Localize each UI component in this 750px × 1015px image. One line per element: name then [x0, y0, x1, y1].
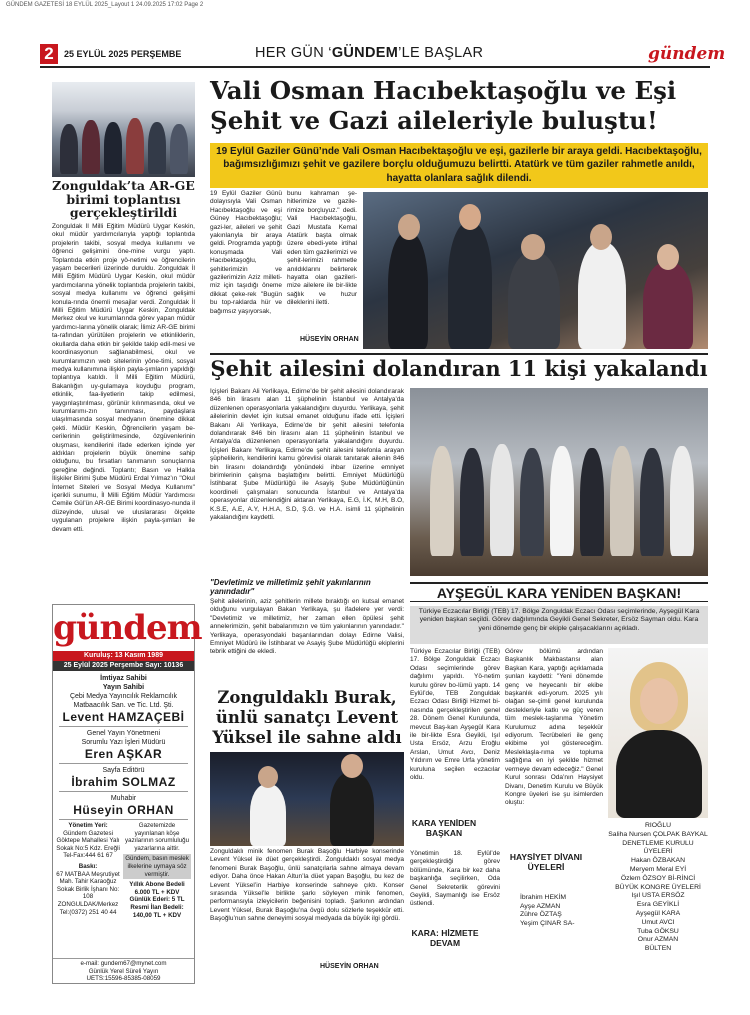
header-slogan: HER GÜN ‘GÜNDEM’LE BAŞLAR — [255, 45, 484, 61]
owner-label2: Yayın Sahibi — [102, 684, 145, 691]
owner-label: İmtiyaz Sahibi — [100, 675, 147, 682]
note-ethics: Gündem, basın meslek ilkelerine uymaya söz vermiştir. — [123, 854, 191, 879]
header-logo: gündem — [648, 44, 726, 64]
story4-col1b: Yönetimin 18. Eylül’de gerçekleştirdiği görev bölümünde, Kara bir kez daha başkanlığa seçilirken, Oda Genel Sekreterlik görevini Geyikli, Saymanlığı ise Ersöz üstlendi. — [410, 850, 500, 908]
owner-name: Levent HAMZAÇEBİ — [62, 710, 185, 724]
left-story-body: Zonguldak İl Milli Eğitim Müdürü Uygar Keskin, okul müdür yardımcılarıyla yaptığı toplantıda projelerin takibi, sosyal medya kullanımı ve öğrenci gelişimini öne-mine vurgu yaptı. Toplantıda etkin proje yö-netimi ve öğrencilerin yaşam becerileri üzerinde duruldu. Zonguldak İl Milli Eğitim Müdürü Uygar Keskin, okul müdür yardımcılarına yönelik toplantıda projelerin takibi, sosyal medya kullanımı ve öğrenci gelişimi konula-rında önemli mesajlar verdi. Zonguldak İl Milli Eğitim Müdürü Uygar Keskin, Zonguldak Merkez okul ve kurumlarında görev yapan müdür yardımcı-larına yönelik olarak; İlimiz AR-GE birimi ta-rafından yürütülen projelerin ve etkinliklerin, okullarda daha etkin bir şekilde takip edil-mesi ve koordinasyonun sağlanabilmesi, okul ve kurumlarımızın web sitelerinin yöne-timi, sosyal medya kullanımına ilişkin payla-şımların yapıldığı toplantıya katıldı. İl Milli Eğitim Müdürü, Bakanlığın uy-gulamaya koyduğu program, etkinlik, faa-liyetlerin takip edilmesi, yaygınlaştırılması, görünür kılınmasında, okul ve kurumlarımı-zın tanınması, paydaşlara ulaşılmasında sosyal medyanın önemine dikkat çekti. Müdür Keskin, Öğrencilerin yaşam be-cerilerinin geliştirilmesinde, özgüvenlerinin oluşması, kendilerini ifade ederken içinde yer aldıkları projelerin büyük önemine sahip olduğunu, bu fırsatları tanımanın sonuçlarına gereğine değindi. Toplantı; Basın ve Halkla İlişkiler Birimi Şube Müdürü Erdal Yılmaz’ın "Okul İnternet Siteleri ve Sosyal Medya Kullanımı" içerikli sunumu, İl Milli Eğitim Müdür Yardımcısı Cemile Gül’ün AR-GE Birimi koordinasyo-nunda il düzeyinde, ulusal ve uluslararası ölçekte uygulanan projelere ilişkin payla-şımları ile devam etti. — [52, 223, 195, 533]
masthead — [52, 604, 202, 984]
reporter-label: Muhabir — [110, 795, 137, 802]
gm-label2: Sorumlu Yazı İşleri Müdürü — [81, 739, 166, 746]
story3-byline: HÜSEYİN ORHAN — [320, 963, 379, 970]
company: Çebi Medya Yayıncılık Reklamcılık Matbaacılık San. ve Tic. Ltd. Şti. — [69, 693, 178, 709]
story4-sub3: HAYSİYET DİVANI ÜYELERİ — [509, 852, 583, 872]
header-rule — [40, 66, 710, 68]
veterans-photo — [363, 192, 708, 349]
masthead-email: e-mail: gundem67@mynet.com — [80, 960, 167, 968]
kara-portrait — [608, 648, 708, 818]
main-title: Vali Osman Hacıbektaşoğlu ve Eşi Şehit ve Gazi aileleriyle buluştu! — [210, 76, 677, 135]
reporter-name: Hüseyin ORHAN — [73, 803, 174, 817]
argemeeting-photo — [52, 82, 195, 177]
masthead-logo: gündem — [53, 608, 202, 648]
print-label: Baskı: — [78, 862, 98, 870]
header-date: 25 EYLÜL 2025 PERŞEMBE — [64, 49, 182, 59]
gm-label: Genel Yayın Yönetmeni — [86, 730, 161, 737]
price-daily: Günlük Ederi: 5 TL — [129, 896, 185, 904]
story4-col2: Görev bölümü ardından Başkanlık Makbastarısı alan Başkan Kara, yaptığı açıklamada şunları kaydetti: "Yeni dönemde genç ve heyecanlı bir ekibe başkanlık edi-yorum. 2025 yılı olağan se-çimli genel kurulunda destekleriyle katkı ve güç veren tüm meslek-taşlarıma Yönetim Kurulumuz adına teşekkür ediyorum. Tecrübeleri ile genç ekibime yol göstereceğim. Mesleklaşla-rıma ve topluma sağlığına en iyi şekilde hizmet vermeye devam edeceğiz." Genel Kurul sonrası Oda’nın Haysiyet Divanı, Denetim Kurulu ve Büyük Kongre üyeleri ise şu isimlerden oluştu: — [505, 648, 603, 807]
masthead-issue: 25 Eylül 2025 Perşembe Sayı: 10136 — [53, 661, 194, 671]
price-ad: Resmi İlan Bedeli: 140,00 TL + KDV — [130, 903, 184, 919]
story2-body2: Şehit ailelerinin, aziz şehitlerin millete bıraktığı en kutsal emanet olduğunu vurgulayan Bakan Yerlikaya, şu ifadelere yer verdi: "Devletimiz ve milletimiz, her zaman ellen öpülesi şehit annelerimizin, şehit babalarımızın ve tüm yakınlarının yanındadır." Yerlikaya, operasyondaki başarılarından dolayı Edirne Valisi, Emniyet Müdürü ile İstihbarat ve Asayiş Şube Müdürlüğü ekiplerini tebrik ettiğini de ekledi. — [210, 598, 404, 656]
story4-col3: RIOĞLU Saliha Nursen ÇOLPAK BAYKAL DENETLEME KURULU ÜYELERİ Hakan ÖZBAKAN Meryem Meral EYİ Özlem ÖZSOY Bİ-RİNCİ BÜYÜK KONGRE ÜYELERİ Işıl USTA ERSÖZ Esra GEYİKLİ Ayşegül KARA Umut AVCI Tuba GÖKSU Onur AZMAN BÜLTEN — [608, 822, 708, 953]
left-story-title: Zonguldak’ta AR-GE birimi toplantısı gerçekleştirildi — [52, 178, 195, 220]
note-columns: Gazetemizde yayınlanan köşe yazılarının sorumluluğu yazarlarına aittir. — [125, 822, 190, 852]
main-lead: 19 Eylül Gaziler Günü’nde Vali Osman Hacıbektaşoğlu ve eşi, gazilerle bir araya geldi. Hacıbektaşoğlu, bağımsızlığımızı şehit ve gazilere borçlu olduğumuzu belirtti. Atatürk ve tüm gaziler rahmetle anıldı, hayatta olanlara sağlık dilendi. — [210, 143, 708, 188]
editor-name: İbrahim SOLMAZ — [71, 775, 176, 789]
story4-title: AYŞEGÜL KARA YENİDEN BAŞKAN! — [410, 582, 708, 602]
main-byline: HÜSEYİN ORHAN — [300, 336, 359, 343]
story2-rule — [210, 353, 708, 355]
story2-body: İçişleri Bakanı Ali Yerlikaya, Edirne’de bir şehit ailesini dolandırarak 846 bin lirasını alan 11 şüphelinin İstanbul ve Antalya’da düzenlenen operasyonlarla yakalandığını duyurdu. Yerlikaya, şehit ailelerinin devlet için kutsal emanet olduğunu ifade etti. İçişleri Bakanı Ali Yerlikaya, Edirne’de bir şehit ailesini telefonla dolandırarak 846 bin lirasını alan 11 şüphelinin İstanbul ve Antalya’da düzenlenen operasyonlarla yakalandığını duyurdu. İçişleri Bakanı Yerlikaya, Edirne’de şehit ailesini telefonla arayan şüphelilerin, kendilerini kamu görevlisi olarak tanıtarak ailenin 846 bin lirasını dolandırdığı yönündeki ihbar üzerine emniyet birimlerinin çalışma başlattığını belirtti. Emniyet Müdürlüğü İstihbarat Şube Müdürlüğü ile Asayiş Şube Müdürlüğünün koordineli çalışmaları sonucunda İstanbul ve Antalya’da operasyonlar düzenlendiğini aktaran Yerlikaya, E.G, İ.K, M.H, B.O, K.S.E, A.E, A.Y, H.H.A, S.D, Ş.G. ve H.A. isimli 11 şüphelinin yakalandığını kaydetti. — [210, 388, 404, 522]
page-number: 2 — [40, 44, 58, 64]
story4-divan-names: İbrahim HEKİM Ayşe AZMAN Zühre ÖZTAŞ Yeşim ÇINAR SA- — [520, 894, 575, 927]
story4-col1: Türkiye Eczacılar Birliği (TEB) 17. Bölge Zonguldak Eczacı Odası seçimlerinde görev dağılımı yapıldı. Yö-netim kurulu görev bo-lümü yaptı. 14 Eylül’de, TEB Zonguldak Eczacı Odası Birliği Hizmet bi-nasında gerçekleştirilen genel 28. Dönem Genel Kurulunda, mevcut Baş-kan Ayşegül Kara ile bir-likte Esra Geyikli, Işıl Usta Ersöz, Arzu Eroğlu Arslan, Umut Avcı, Deniz Yıldırım ve Emre Urfa yönetim kuruluna seçilen eczacılar oldu. — [410, 648, 500, 782]
print-meta: GÜNDEM GAZETESİ 18 EYLÜL 2025_Layout 1 24.09.2025 17:02 Page 2 — [6, 2, 204, 8]
story3-title: Zonguldaklı Burak, ünlü sanatçı Levent Yüksel ile sahne aldı — [212, 688, 402, 747]
office-label: Yönetim Yeri: — [68, 822, 108, 829]
office-text: Gündem Gazetesi Göktepe Mahallesi Yalı Sokak No:5 Kdz. Ereğli Tel-Fax:444 61 67 — [56, 829, 120, 860]
masthead-footer2: UETS:15596-85385-08059 — [86, 974, 161, 982]
story4-lead: Türkiye Eczacılar Birliği (TEB) 17. Bölge Zonguldak Eczacı Odası seçimlerinde, Ayşegül Kara yeniden başkan seçildi. Görev dağılımında Geyikli Genel Sekreter, Ersöz Sayman oldu. Kara yeni dönemde genç bir ekiple çalışacaklarını açıkladı. — [410, 606, 708, 644]
gm-name: Eren AŞKAR — [84, 747, 163, 761]
concert-photo — [210, 752, 404, 846]
story4-sub1: KARA YENİDEN BAŞKAN — [411, 818, 477, 838]
price-annual: Yıllık Abone Bedeli 6.000 TL + KDV — [129, 881, 185, 896]
main-col1: 19 Eylül Gaziler Günü dolayısıyla Vali Osman Hacıbektaşoğlu ve eşi Güney Hacıbektaşoğlu; gazi-ler, aileleri ve şehit yakınlarıyla bir araya geldi. Programda yaptığı konuşmada Vali Hacıbektaşoğlu, şehitlerimizin ve gazilerimizin Aziz milleti-miz için taşıdığı öneme dikkat çeke-rek "Bugün bu top-raklarda hür ve bağımsız yaşıyorsak, — [210, 190, 282, 315]
story2-title: Şehit ailesini dolandıran 11 kişi yakalandı — [210, 356, 708, 381]
masthead-footer1: Günlük Yerel Süreli Yayın — [88, 967, 159, 975]
print-text: 67 MATBAA Meşrutiyet Mah. Tahir Karaoğuz Sokak Birlik İşhanı No: 108 ZONGULDAK/Merkez Tel:(0372) 251 40 44 — [56, 870, 120, 916]
main-col2: bunu kahraman şe-hitlerimize ve gazile-rimize borçluyuz." dedi. Vali Hacıbektaşoğlu, Gazi Mustafa Kemal Atatürk başta olmak üzere ebedi-yete irtihal eden tüm gazilerimizi ve şehit-lerimizi rahmetle anıldıklarını belirterek hayatta olan gazileri-mize ailelere ile bir-likte sağlık ve huzur dileklerini iletti. — [287, 190, 357, 307]
editor-label: Sayfa Editörü — [102, 767, 145, 774]
arrest-photo — [410, 388, 708, 576]
story2-quote: "Devletimiz ve milletimiz şehit yakınlarının yanındadır" — [210, 578, 371, 596]
story3-body: Zonguldaklı minik fenomen Burak Başoğlu Harbiye konserinde Levent Yüksel ile düet gerçekleştirdi. Zonguldaklı sosyal medya fenomeni Burak Başoğlu, ünlü sanatçılarla sahne almaya devam ediyor. Daha önce Hakan Altun’la düet yapan Başoğlu, bu kez de Levent Yüksel’in Harbiye konserinde sahneye çıktı. Konser sırasında Yüksel’le birlikte şarkı söyleyen minik fenomen, performansıyla izleyicilerin beğenisini topladı. Şarkının ardından Levent Yüksel, Burak Başoğlu’na övgü dolu sözlerle teşekkür etti. Başoğlu’nun sahne deneyimi sosyal medyada da büyük ilgi gördü. — [210, 848, 404, 923]
masthead-founded: Kuruluş: 13 Kasım 1989 — [53, 651, 194, 661]
story4-sub2: KARA: HİZMETE DEVAM — [411, 928, 479, 948]
